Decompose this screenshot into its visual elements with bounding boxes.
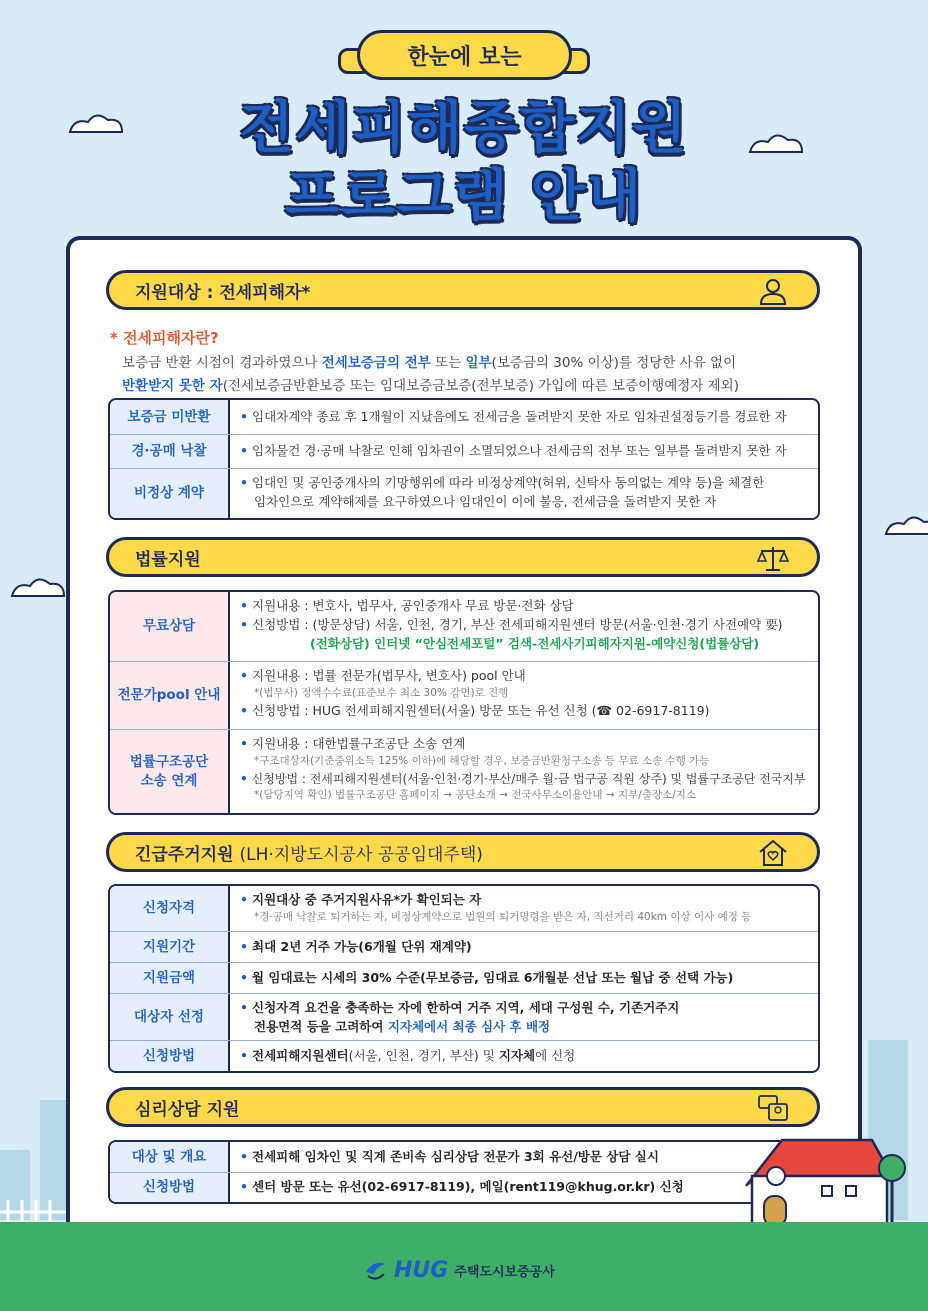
table-row: 보증금 미반환 • 임대차계약 종료 후 1개월이 지났음에도 전세금을 돌려받지 못한 자로 임차권설정등기를 경료한 자 [110, 400, 818, 434]
row-text: 지원내용 : 대한법률구조공단 소송 연계 [252, 736, 466, 751]
table-row: 신청방법 • 센터 방문 또는 유선(02-6917-8119), 메일(rent119@khug.or.kr) 신청 [110, 1172, 818, 1202]
table-row: 법률구조공단 소송 연계 • 지원내용 : 대한법률구조공단 소송 연계 *구조대상자(기준중위소득 125% 이하)에 해당할 경우, 보증금반환청구소송 등 무료 소송 수행 가능 • 신청방법 : 전세피해지원센터(서울·인천·경기·부산/매주 월·금 법구공 직원 상주) 및 법률구조공단 전국지부 *(담당지역 확인) 법률구조공단 홈페이지 → 공단소개 → 전국사무소이용안내 → 지부/출장소/지소 [110, 729, 818, 813]
org-name: 주택도시보증공사 [454, 1265, 555, 1280]
row-label: 대상 및 개요 [110, 1142, 230, 1172]
row-text: 임대인 및 공인중개사의 기망행위에 따라 비정상계약(허위, 신탁사 동의없는 계약 등)을 체결한 [252, 475, 765, 490]
hug-logo-icon [364, 1260, 388, 1282]
row-label: 신청방법 [110, 1173, 230, 1202]
row-text: 최대 2년 거주 가능(6개월 단위 재계약) [252, 938, 472, 954]
row-text: 임대차계약 종료 후 1개월이 지났음에도 전세금을 돌려받지 못한 자로 임차권설정등기를 경료한 자 [252, 408, 787, 424]
housing-table [108, 884, 820, 1073]
counsel-table [108, 1140, 820, 1204]
row-label: 전문가pool 안내 [110, 662, 230, 729]
target-table [108, 398, 820, 520]
row-text: 월 임대료는 시세의 30% 수준(무보증금, 임대료 6개월분 선납 또는 월납 중 선택 가능) [252, 969, 734, 985]
row-label: 지원금액 [110, 963, 230, 993]
section-title: 지원대상 : 전세피해자* [135, 282, 311, 303]
table-row: 신청자격 • 지원대상 중 주거지원사유*가 확인되는 자 *경·공매 낙찰로 퇴거하는 자, 비정상계약으로 법원의 퇴거명령을 받은 자, 직선거리 40km 이상 이사 예정 등 [110, 886, 818, 931]
row-text: 신청자격 요건을 충족하는 자에 한하여 거주 지역, 세대 구성원 수, 기존거주지 [252, 1000, 680, 1015]
section-title: 법률지원 [135, 549, 201, 570]
row-note: *구조대상자(기준중위소득 125% 이하)에 해당할 경우, 보증금반환청구소송 등 무료 소송 수행 가능 [254, 754, 710, 767]
table-row: 무료상담 • 지원내용 : 변호사, 법무사, 공인중개사 무료 방문·전화 상담 • 신청방법 : (방문상담) 서울, 인천, 경기, 부산 전세피해지원센터 방문(서울·인천·경기 사전예약 要) (전화상담) 인터넷 “안심전세포털” 검색-전세사기피해자지원-예약신청(법률상담) [110, 592, 818, 661]
row-text: 지원내용 : 법률 전문가(법무사, 변호사) pool 안내 [252, 668, 526, 683]
page-title-line1: 전세피해종합지원 [239, 96, 689, 161]
table-row: 신청방법 • 전세피해지원센터(서울, 인천, 경기, 부산) 및 지자체에 신청 [110, 1040, 818, 1071]
table-row: 비정상 계약 • 임대인 및 공인중개사의 기망행위에 따라 비정상계약(허위, 신탁사 동의없는 계약 등)을 체결한 임차인으로 계약해제를 요구하였으나 임대인이 이에 불응, 전세금을 돌려받지 못한 자 [110, 468, 818, 518]
row-text: 신청방법 : HUG 전세피해지원센터(서울) 방문 또는 유선 신청 (☎ 02-6917-8119) [252, 702, 710, 718]
legal-table [108, 590, 820, 815]
footer-logo [364, 1258, 555, 1283]
row-text: 지원내용 : 변호사, 법무사, 공인중개사 무료 방문·전화 상담 [252, 598, 574, 613]
row-text: 임차인으로 계약해제를 요구하였으나 임대인이 이에 불응, 전세금을 돌려받지 못한 자 [254, 493, 717, 509]
table-row: 경·공매 낙찰 • 임차물건 경·공매 낙찰로 인해 임차권이 소멸되었으나 전세금의 전부 또는 일부를 돌려받지 못한 자 [110, 434, 818, 468]
table-row: 대상자 선정 • 신청자격 요건을 충족하는 자에 한하여 거주 지역, 세대 구성원 수, 기존거주지 전용면적 등을 고려하여 지자체에서 최종 심사 후 배정 [110, 993, 818, 1040]
scale-icon [757, 544, 789, 572]
table-row: 전문가pool 안내 • 지원내용 : 법률 전문가(법무사, 변호사) pool 안내 *(법무사) 정액수수료(표준보수 최소 30% 감면)로 진행 • 신청방법 : HUG 전세피해지원센터(서울) 방문 또는 유선 신청 (☎ 02-6917-8119) [110, 661, 818, 729]
row-text: (전화상담) 인터넷 “안심전세포털” 검색-전세사기피해자지원-예약신청(법률상담) [310, 635, 760, 651]
row-text: 신청방법 : 전세피해지원센터(서울·인천·경기·부산/매주 월·금 법구공 직원 상주) 및 법률구조공단 전국지부 [251, 771, 806, 786]
hug-logo-text: HUG [394, 1258, 449, 1283]
section-counsel-header [106, 1087, 820, 1127]
banner-text: 한눈에 보는 [407, 44, 522, 70]
house-illustration [742, 1136, 912, 1226]
table-row: 지원금액 • 월 임대료는 시세의 30% 수준(무보증금, 임대료 6개월분 선납 또는 월납 중 선택 가능) [110, 962, 818, 993]
row-text: 지원대상 중 주거지원사유*가 확인되는 자 [252, 892, 482, 907]
row-label: 지원기간 [110, 932, 230, 962]
row-label: 보증금 미반환 [110, 400, 230, 434]
section-housing-header [106, 832, 820, 872]
person-icon [757, 277, 789, 305]
house-heart-icon [757, 839, 789, 867]
row-text: 센터 방문 또는 유선(02-6917-8119), 메일(rent119@khug.or.kr) 신청 [252, 1179, 684, 1195]
row-note: *(법무사) 정액수수료(표준보수 최소 30% 감면)로 진행 [254, 686, 509, 699]
row-note: *(담당지역 확인) 법률구조공단 홈페이지 → 공단소개 → 전국사무소이용안내 → 지부/출장소/지소 [254, 788, 697, 801]
row-note: *경·공매 낙찰로 퇴거하는 자, 비정상계약으로 법원의 퇴거명령을 받은 자, 직선거리 40km 이상 이사 예정 등 [254, 910, 752, 923]
row-label: 무료상담 [110, 592, 230, 661]
row-text: 임차물건 경·공매 낙찰로 인해 임차권이 소멸되었으나 전세금의 전부 또는 일부를 돌려받지 못한 자 [252, 443, 787, 459]
definition-line2: 반환받지 못한 자(전세보증금반환보증 또는 임대보증금보증(전부보증) 가입에 따른 보증이행예정자 제외) [122, 378, 739, 394]
row-label: 경·공매 낙찰 [110, 435, 230, 468]
table-row: 대상 및 개요 • 전세피해 임차인 및 직계 존비속 심리상담 전문가 3회 유선/방문 상담 실시 [110, 1142, 818, 1172]
row-label: 신청방법 [110, 1041, 230, 1071]
row-text: 신청방법 : (방문상담) 서울, 인천, 경기, 부산 전세피해지원센터 방문(서울·인천·경기 사전예약 要) [252, 616, 783, 632]
row-label: 비정상 계약 [110, 469, 230, 518]
section-title: 심리상담 지원 [135, 1099, 240, 1120]
definition-title: * 전세피해자란? [110, 329, 219, 347]
row-label: 신청자격 [110, 886, 230, 931]
section-title: 긴급주거지원 [135, 844, 234, 865]
row-text: 전세피해 임차인 및 직계 존비속 심리상담 전문가 3회 유선/방문 상담 실시 [252, 1148, 659, 1164]
header-banner [357, 30, 572, 80]
table-row: 지원기간 • 최대 2년 거주 가능(6개월 단위 재계약) [110, 931, 818, 962]
chat-person-icon [757, 1094, 789, 1122]
row-label: 대상자 선정 [110, 994, 230, 1040]
section-legal-header [106, 537, 820, 577]
definition-line1: 보증금 반환 시점이 경과하였으나 전세보증금의 전부 또는 일부(보증금의 30% 이상)를 정당한 사유 없이 [122, 355, 737, 371]
row-label: 법률구조공단 소송 연계 [110, 730, 230, 813]
section-subtitle: (LH·지방도시공사 공공임대주택) [239, 844, 483, 865]
section-target-header [106, 270, 820, 310]
page-title-line2: 프로그램 안내 [284, 164, 644, 229]
